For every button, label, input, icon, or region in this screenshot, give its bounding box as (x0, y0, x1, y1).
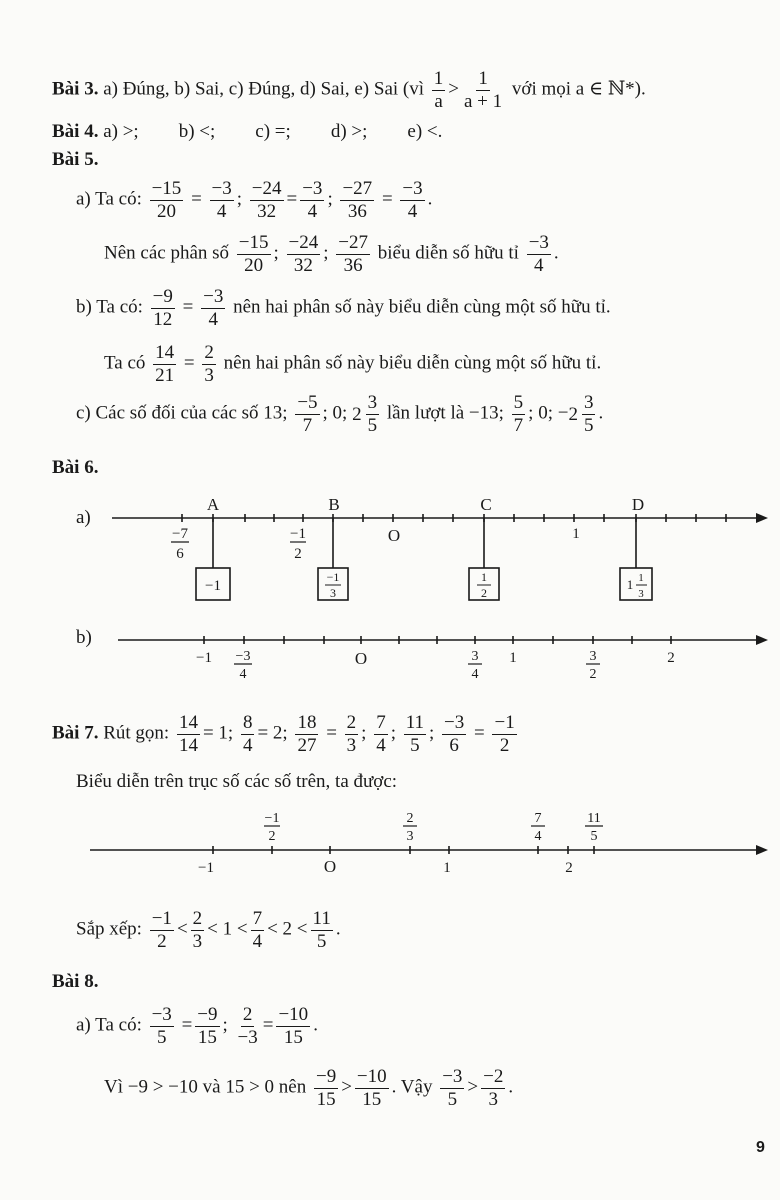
box-D (620, 568, 652, 600)
bai7-line2: Biểu diễn trên trục số các số trên, ta được: (76, 771, 398, 792)
point-A-label: A (206, 495, 220, 514)
bai3-tail: với mọi a ∈ ℕ*). (511, 78, 646, 100)
axis-label-den: 3 (406, 829, 414, 844)
origin-label: O (323, 857, 337, 876)
tick-label: −1 (196, 650, 212, 666)
mixed-number: 2 3 5 (352, 392, 378, 436)
bai5-a-line: a) Ta có: $\frac{-15}{20}$ = $\frac{-3}{4}$ ; $\frac{-24}{32}$ = $\frac{-3}{4}$ ; $\frac{-27}{36}$ = $\frac{-3}{4}$ . (76, 178, 433, 222)
bai7-line: Bài 7. Rút gọn: $\frac{14}{14}$ = 1; $\frac{8}{4}$ = 2; $\frac{18}{27}$ = $\frac{2}{3}$ ; $\frac{7}{4}$ ; $\frac{11}{5}$ ; $\frac{-3}{6}$ = $\frac{-1}{2}$ (52, 712, 515, 756)
bai7-sort-line: Sắp xếp: $\frac{-1}{2}$ < $\frac{2}{3}$ < 1 < $\frac{7}{4}$ < 2 < $\frac{11}{5}$ . (76, 908, 341, 952)
tick-label: 1 (509, 650, 517, 666)
axis-label-num: 7 (534, 811, 542, 826)
axis-label: −1 (198, 860, 214, 876)
bai4-item: a) >; (103, 121, 139, 142)
bai6-a-label: a) (76, 507, 91, 528)
axis-label: 1 (443, 860, 451, 876)
tick-label-den: 4 (471, 667, 479, 682)
tick-label-num: 3 (471, 649, 479, 664)
axis-label-den: 2 (268, 829, 276, 844)
bai4-item: c) =; (255, 121, 291, 142)
tick-label-num: −3 (235, 649, 251, 664)
tick-label: 2 (667, 650, 675, 666)
bai3-label: Bài 3. (52, 78, 99, 100)
tick-label-num: −7 (172, 526, 188, 542)
tick-label-den: 2 (589, 667, 597, 682)
box-D-den: 3 (638, 588, 644, 600)
origin-label: O (387, 526, 401, 545)
axis-label-den: 4 (534, 829, 542, 844)
number-line-b (0, 620, 780, 680)
bai6-label: Bài 6. (52, 457, 99, 478)
bai4-item: d) >; (330, 121, 368, 142)
bai5-b-line: b) Ta có: $\frac{-9}{12}$ = $\frac{-3}{4}$ nên hai phân số này biểu diễn cùng một số hữu tỉ. (76, 286, 611, 330)
bai5-label: Bài 5. (52, 149, 99, 170)
tick-label-num: 3 (589, 649, 597, 664)
fraction: $\frac{1}{a + 1}$ (464, 68, 503, 112)
box-D-num: 1 (638, 572, 644, 584)
bai6-b-label: b) (76, 627, 92, 648)
axis-label-num: 11 (587, 811, 601, 826)
mixed-number: 2 3 5 (568, 392, 594, 436)
page-number: 9 (756, 1139, 765, 1156)
bai4-item: b) <; (178, 121, 216, 142)
tick-label-den: 4 (239, 667, 247, 682)
bai5-c-line: c) Các số đối của các số 13; $\frac{-5}{7}$ ; 0; 2 3 5 lần lượt là −13; $\frac{5}{7}$ ; 0; − 2 3 5 . (76, 392, 604, 436)
box-B-num: −1 (326, 570, 340, 584)
point-D-label: D (631, 495, 645, 514)
number-line-a (0, 490, 780, 610)
bai4-label: Bài 4. (52, 121, 99, 142)
bai4-item: e) <. (407, 121, 443, 142)
point-B-label: B (328, 495, 340, 514)
box-C-num: 1 (481, 570, 487, 584)
number-line-bai7 (0, 808, 780, 878)
bai8-line2: Vì −9 > −10 và 15 > 0 nên $\frac{-9}{15}$ > $\frac{-10}{15}$ . Vậy $\frac{-3}{5}$ > $\frac{-2}{3}$ . (104, 1066, 514, 1110)
tick-label-num: −1 (290, 526, 306, 542)
box-B-den: 3 (330, 586, 336, 600)
origin-label: O (354, 649, 368, 668)
bai3-line: Bài 3. a) Đúng, b) Sai, c) Đúng, d) Sai, e) Sai (vì $\frac{1}{a}$ > $\frac{1}{a + 1}$ với mọi a ∈ ℕ*). (52, 68, 646, 112)
axis-label: 2 (565, 860, 573, 876)
box-D-whole: 1 (626, 577, 634, 592)
axis-label-num: 2 (406, 811, 414, 826)
tick-label-den: 6 (176, 546, 184, 562)
bai8-label: Bài 8. (52, 971, 99, 992)
axis-label-num: −1 (264, 811, 280, 826)
bai8-a-line: a) Ta có: $\frac{-3}{5}$ = $\frac{-9}{15}$ ; $\frac{2}{-3}$ = $\frac{-10}{15}$ . (76, 1004, 318, 1048)
tick-label-one: 1 (572, 526, 580, 542)
bai5-b2-line: Ta có $\frac{14}{21}$ = $\frac{2}{3}$ nên hai phân số này biểu diễn cùng một số hữu tỉ. (104, 342, 602, 386)
box-C-den: 2 (481, 586, 487, 600)
box-A-value: −1 (205, 578, 221, 594)
axis-label-den: 5 (590, 829, 598, 844)
bai5-a2-line: Nên các phân số $\frac{-15}{20}$ ; $\frac{-24}{32}$ ; $\frac{-27}{36}$ biểu diễn số hữu tỉ $\frac{-3}{4}$ . (104, 232, 559, 276)
bai4-line (52, 122, 442, 141)
bai3-text: a) Đúng, b) Sai, c) Đúng, d) Sai, e) Sai (vì (103, 78, 425, 100)
tick-label-den: 2 (294, 546, 302, 562)
fraction: $\frac{1}{a}$ (433, 68, 444, 112)
point-C-label: C (480, 495, 492, 514)
